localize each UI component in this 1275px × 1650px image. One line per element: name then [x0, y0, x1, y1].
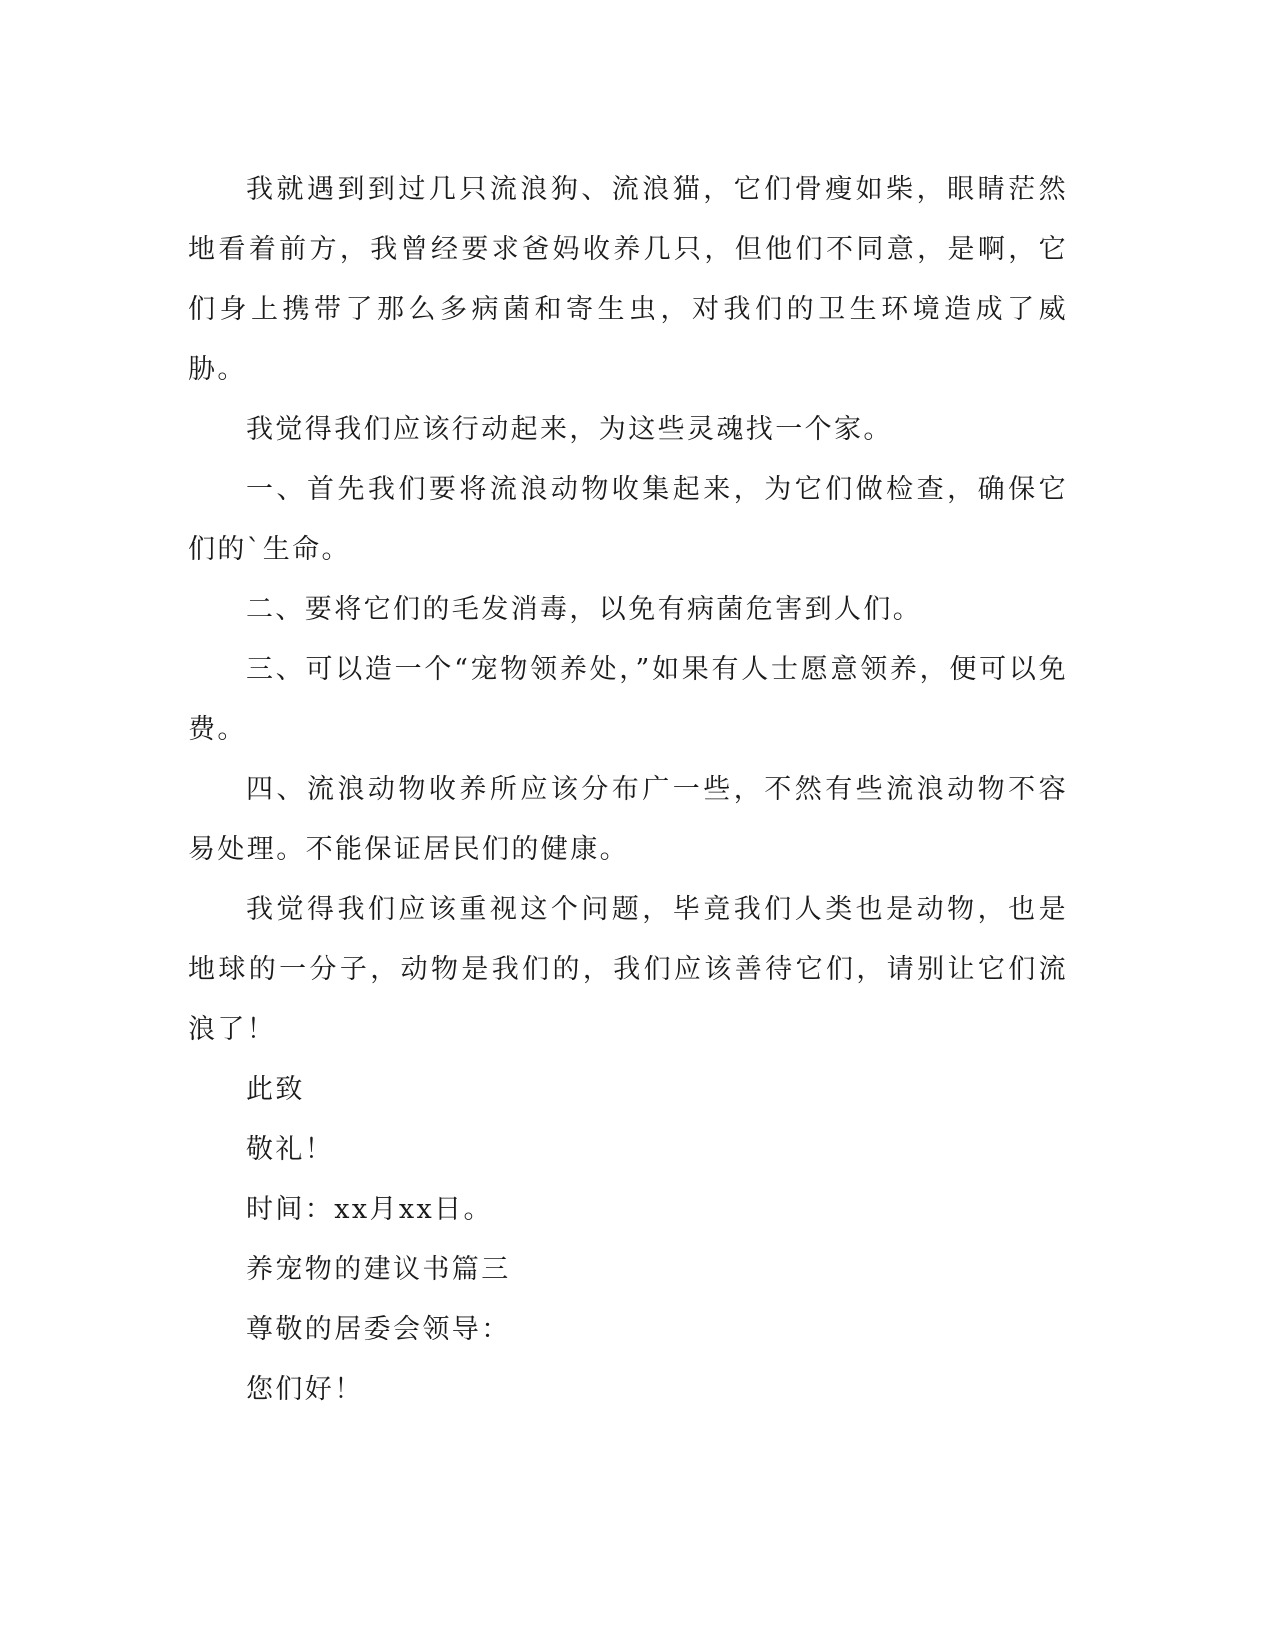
greeting-line: 您们好！	[246, 1374, 364, 1405]
date-line: 时间：xx月xx日。	[246, 1194, 493, 1225]
paragraph-point-two: 二、要将它们的毛发消毒，以免有病菌危害到人们。	[246, 594, 923, 625]
paragraph-stray-animals: 我就遇到到过几只流浪狗、流浪猫，它们骨瘦如柴，眼睛茫然地看着前方，我曾经要求爸妈收养几只，但他们不同意，是啊，它们身上携带了那么多病菌和寄生虫，对我们的卫生环境造成了威胁。	[188, 174, 1068, 385]
paragraph-conclusion: 我觉得我们应该重视这个问题，毕竟我们人类也是动物，也是地球的一分子，动物是我们的，我们应该善待它们，请别让它们流浪了！	[188, 894, 1068, 1045]
recipient-line: 尊敬的居委会领导：	[246, 1314, 511, 1345]
paragraph-point-three: 三、可以造一个“宠物领养处，”如果有人士愿意领养，便可以免费。	[188, 654, 1068, 745]
paragraph-point-one: 一、首先我们要将流浪动物收集起来，为它们做检查，确保它们的`生命。	[188, 474, 1068, 565]
section-title: 养宠物的建议书篇三	[246, 1254, 511, 1285]
salute-line: 敬礼！	[246, 1134, 335, 1165]
paragraph-point-four: 四、流浪动物收养所应该分布广一些，不然有些流浪动物不容易处理。不能保证居民们的健康。	[188, 774, 1068, 865]
document-body	[188, 160, 1068, 1420]
closing-line: 此致	[246, 1074, 305, 1105]
paragraph-take-action: 我觉得我们应该行动起来，为这些灵魂找一个家。	[246, 414, 893, 445]
